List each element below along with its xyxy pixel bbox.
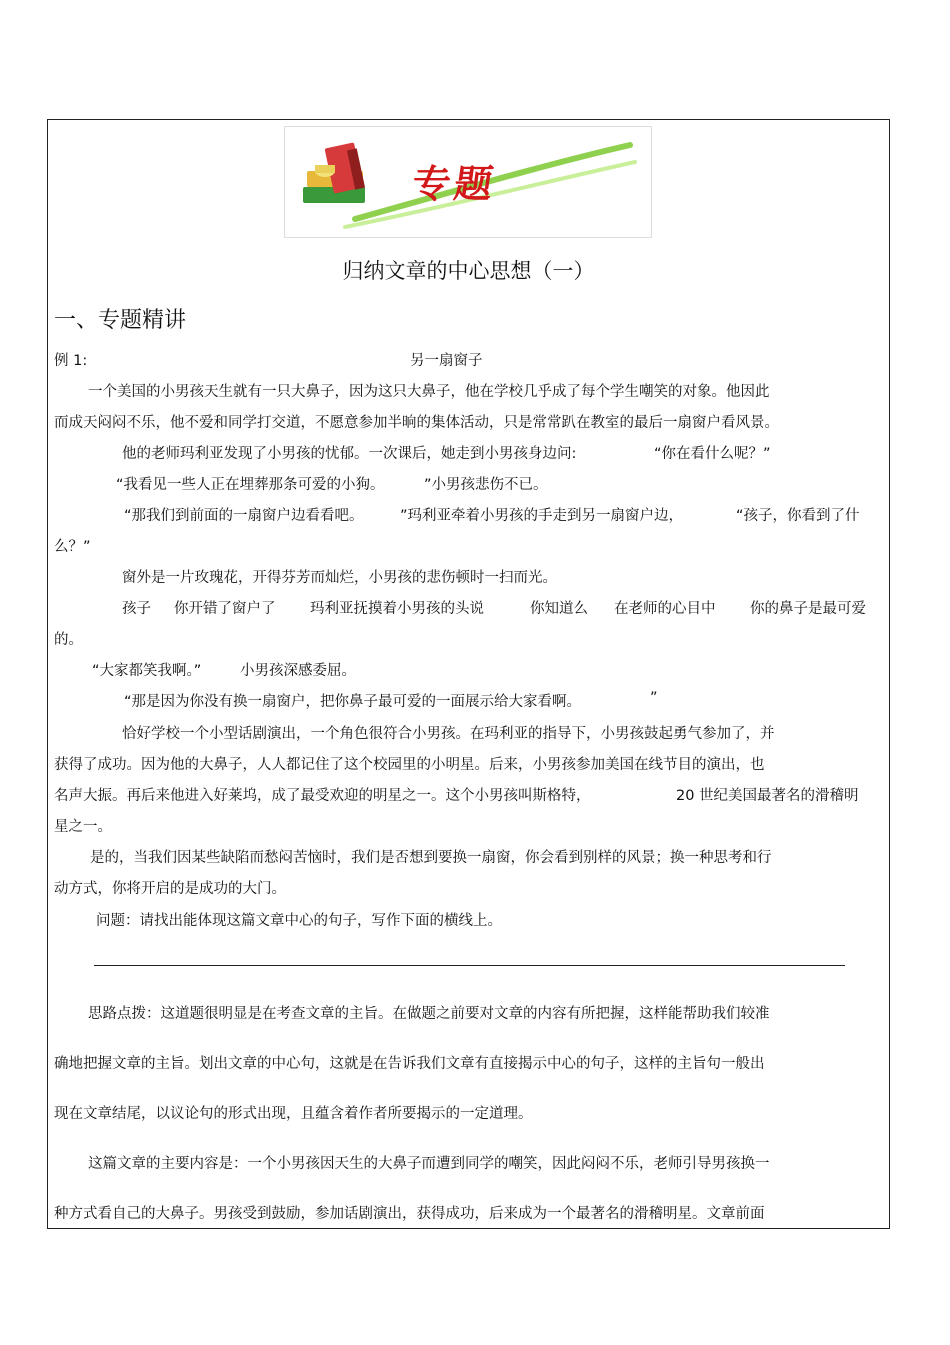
document-frame <box>47 119 890 1229</box>
answer-line[interactable] <box>94 965 845 966</box>
paragraph-line: 获得了成功。因为他的大鼻子，人人都记住了这个校园里的小明星。后来，小男孩参加美国在线节目的演出，也 <box>54 757 765 773</box>
paragraph-line: ” <box>650 690 658 706</box>
hint-line: 现在文章结尾，以议论句的形式出现，且蕴含着作者所要揭示的一定道理。 <box>54 1106 533 1122</box>
hint-line: 确地把握文章的主旨。划出文章的中心句，这就是在告诉我们文章有直接揭示中心的句子，这样的主旨句一般出 <box>54 1056 765 1072</box>
paragraph-line: “那是因为你没有换一扇窗户，把你鼻子最可爱的一面展示给大家看啊。 <box>124 694 582 710</box>
paragraph-line: 你的鼻子是最可爱 <box>750 601 866 617</box>
paragraph-line: “大家都笑我啊。” <box>92 663 202 679</box>
paragraph-line: “那我们到前面的一扇窗户边看看吧。 <box>124 508 364 524</box>
paragraph-line: 而成天闷闷不乐，他不爱和同学打交道，不愿意参加半晌的集体活动，只是常常趴在教室的最后一扇窗户看风景。 <box>54 415 779 431</box>
paragraph-line: 小男孩深感委屈。 <box>240 663 356 679</box>
paragraph-line: “我看见一些人正在埋葬那条可爱的小狗。 <box>116 477 385 493</box>
paragraph-line: 孩子 <box>122 601 151 617</box>
example-label: 例 1: <box>54 353 88 369</box>
paragraph-line: 你开错了窗户了 <box>174 601 276 617</box>
paragraph-line: “孩子，你看到了什 <box>736 508 860 524</box>
paragraph-line: 在老师的心目中 <box>614 601 716 617</box>
paragraph-line: 么？” <box>54 539 91 555</box>
question-text: 问题：请找出能体现这篇文章中心的句子，写作下面的横线上。 <box>96 913 502 929</box>
paragraph-line: 星之一。 <box>54 819 112 835</box>
banner-text: 专题 <box>409 161 500 206</box>
paragraph-line: 你知道么 <box>530 601 588 617</box>
paragraph-line: ”小男孩悲伤不已。 <box>424 477 548 493</box>
paragraph-line: “你在看什么呢？” <box>654 446 771 462</box>
summary-line: 这篇文章的主要内容是：一个小男孩因天生的大鼻子而遭到同学的嘲笑，因此闷闷不乐，老师引导男孩换一 <box>88 1156 770 1172</box>
paragraph-line: ”玛利亚牵着小男孩的手走到另一扇窗户边， <box>400 508 684 524</box>
story-title: 另一扇窗子 <box>410 353 483 369</box>
paragraph-line: 20 世纪美国最著名的滑稽明 <box>676 788 859 804</box>
paragraph-line: 名声大振。再后来他进入好莱坞，成了最受欢迎的明星之一。这个小男孩叫斯格特， <box>54 788 591 804</box>
paragraph-line: 的。 <box>54 632 83 648</box>
page-title: 归纳文章的中心思想（一） <box>342 259 595 283</box>
paragraph-line: 他的老师玛利亚发现了小男孩的忧郁。一次课后，她走到小男孩身边问: <box>122 446 577 462</box>
paragraph-line: 恰好学校一个小型话剧演出，一个角色很符合小男孩。在玛利亚的指导下，小男孩鼓起勇气参加了，并 <box>122 726 775 742</box>
hint-line: 思路点拨：这道题很明显是在考查文章的主旨。在做题之前要对文章的内容有所把握，这样能帮助我们较准 <box>88 1006 770 1022</box>
paragraph-line: 玛利亚抚摸着小男孩的头说 <box>310 601 484 617</box>
section-heading: 一、专题精讲 <box>54 308 187 333</box>
paragraph-line: 一个美国的小男孩天生就有一只大鼻子，因为这只大鼻子，他在学校几乎成了每个学生嘲笑的对象。他因此 <box>88 384 770 400</box>
paragraph-line: 窗外是一片玫瑰花，开得芬芳而灿烂，小男孩的悲伤顿时一扫而光。 <box>122 570 557 586</box>
paragraph-line: 动方式，你将开启的是成功的大门。 <box>54 881 286 897</box>
summary-line: 种方式看自己的大鼻子。男孩受到鼓励，参加话剧演出，获得成功，后来成为一个最著名的滑稽明星。文章前面 <box>54 1206 765 1222</box>
topic-banner <box>284 126 652 238</box>
paragraph-line: 是的，当我们因某些缺陷而愁闷苦恼时，我们是否想到要换一扇窗，你会看到别样的风景；换一种思考和行 <box>90 850 772 866</box>
